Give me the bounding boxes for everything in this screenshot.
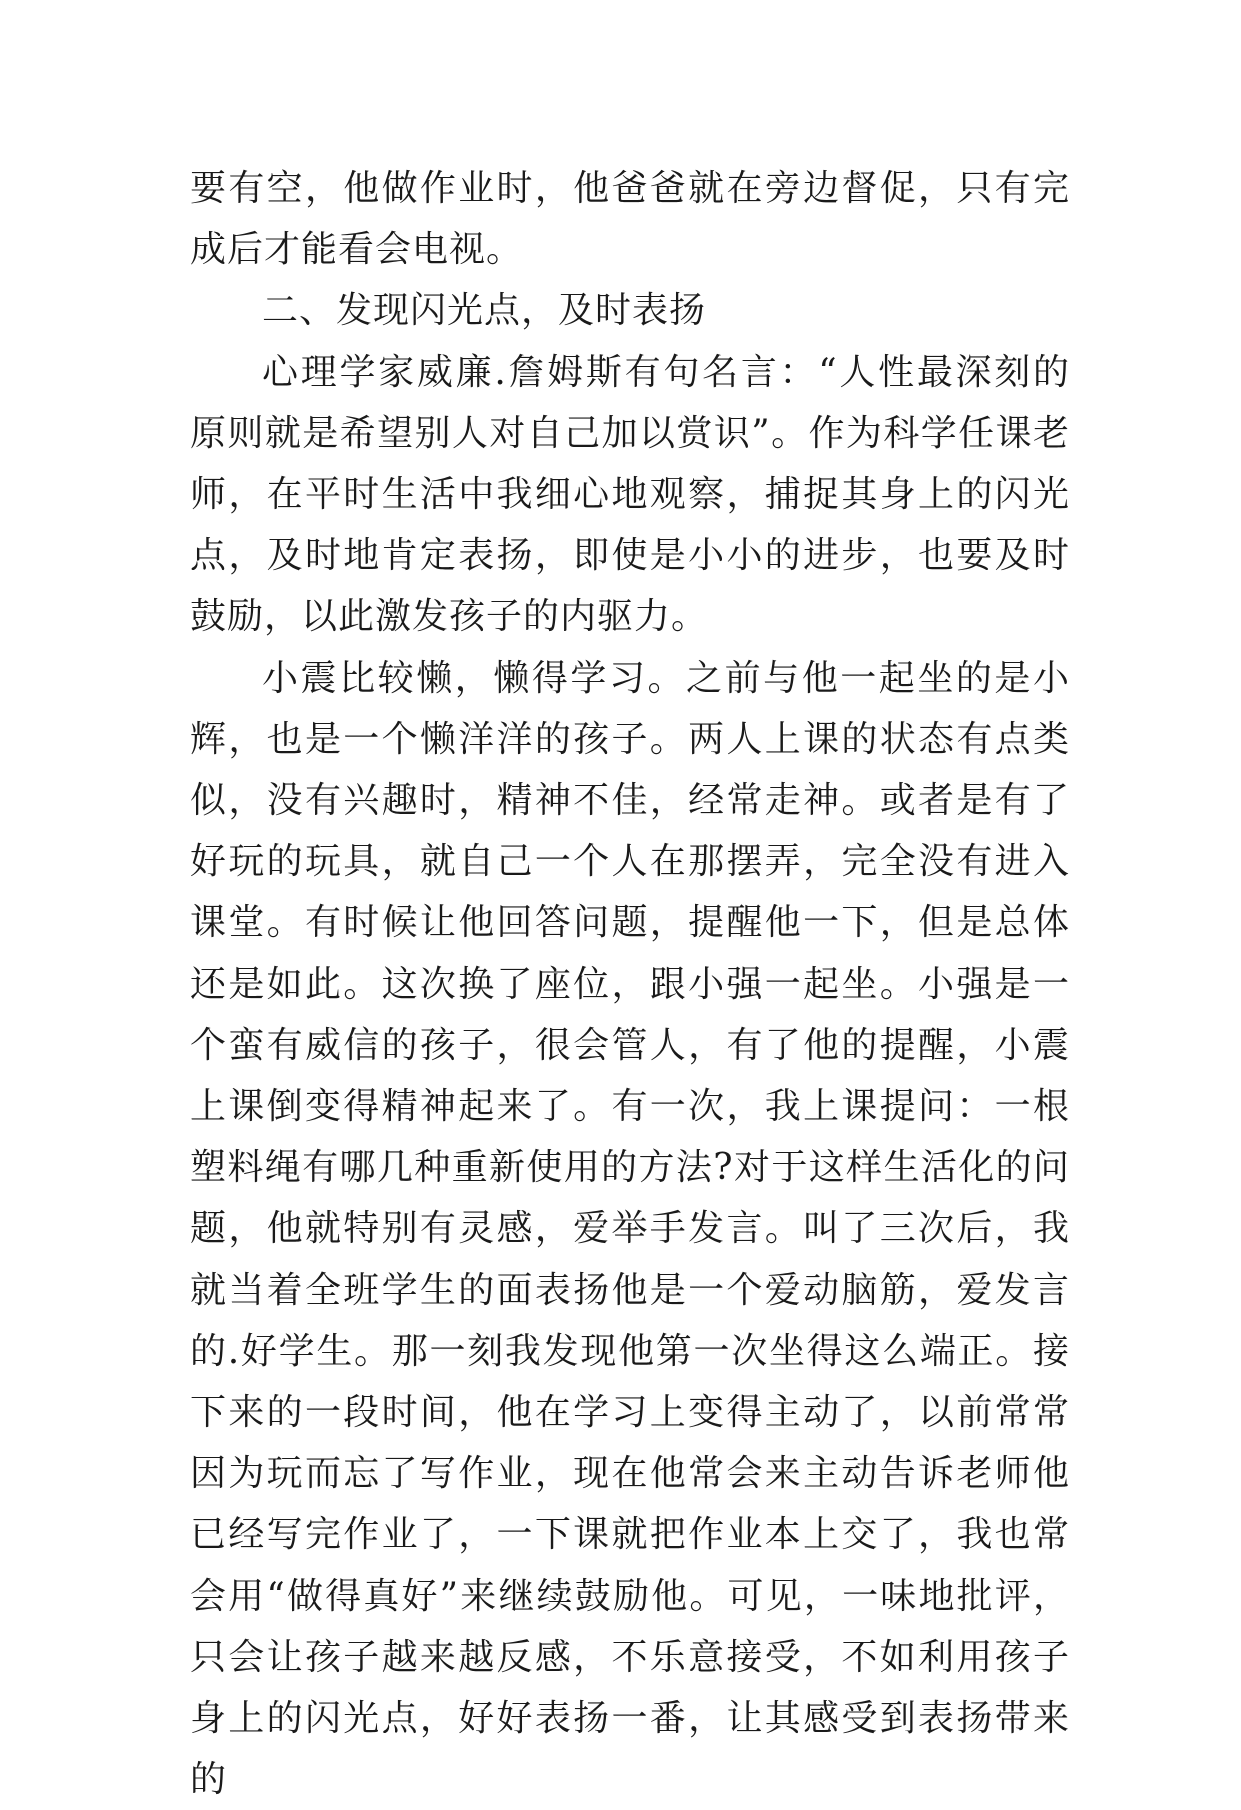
document-body	[190, 158, 1070, 1810]
paragraph-quote: 心理学家威廉.詹姆斯有句名言：“人性最深刻的原则就是希望别人对自己加以赏识”。作为科学任课老师，在平时生活中我细心地观察，捕捉其身上的闪光点，及时地肯定表扬，即使是小小的进步，也要及时鼓励，以此激发孩子的内驱力。	[190, 351, 1070, 638]
section-heading: 二、发现闪光点，及时表扬	[262, 290, 707, 332]
paragraph-story: 小震比较懒，懒得学习。之前与他一起坐的是小辉，也是一个懒洋洋的孩子。两人上课的状态有点类似，没有兴趣时，精神不佳，经常走神。或者是有了好玩的玩具，就自己一个人在那摆弄，完全没有进入课堂。有时候让他回答问题，提醒他一下，但是总体还是如此。这次换了座位，跟小强一起坐。小强是一个蛮有威信的孩子，很会管人，有了他的提醒，小震上课倒变得精神起来了。有一次，我上课提问：一根塑料绳有哪几种重新使用的方法?对于这样生活化的问题，他就特别有灵感，爱举手发言。叫了三次后，我就当着全班学生的面表扬他是一个爱动脑筋，爱发言的.好学生。那一刻我发现他第一次坐得这么端正。接下来的一段时间，他在学习上变得主动了，以前常常因为玩而忘了写作业，现在他常会来主动告诉老师他已经写完作业了，一下课就把作业本上交了，我也常会用“做得真好”来继续鼓励他。可见，一味地批评，只会让孩子越来越反感，不乐意接受，不如利用孩子身上的闪光点，好好表扬一番，让其感受到表扬带来的	[190, 657, 1070, 1801]
paragraph-continuation: 要有空，他做作业时，他爸爸就在旁边督促，只有完成后才能看会电视。	[190, 168, 1070, 271]
